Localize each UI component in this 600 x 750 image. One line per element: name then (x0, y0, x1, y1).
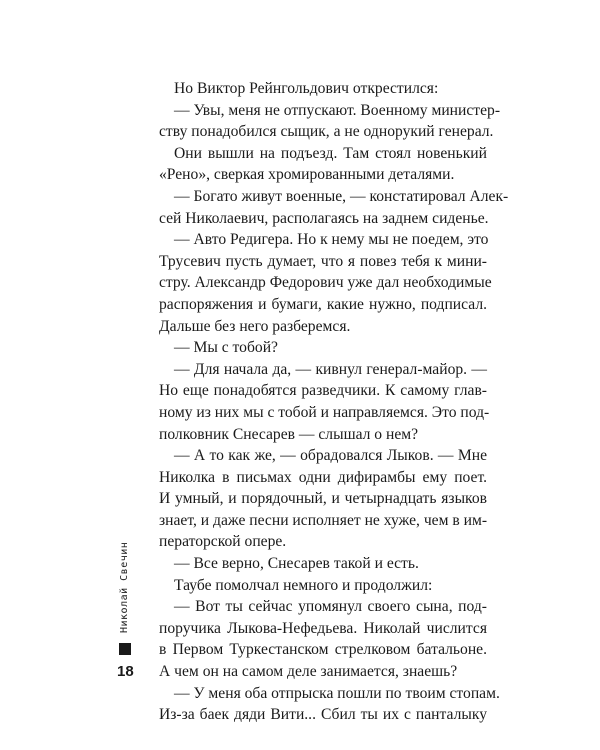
text-line: — Все верно, Снесарев такой и есть. (174, 555, 419, 573)
text-line: стру. Александр Федорович уже дал необходимые (159, 274, 492, 292)
text-line: в Первом Туркестанском стрелковом батальоне. (159, 641, 487, 659)
text-line: Они вышли на подъезд. Там стоял новенький (174, 144, 487, 162)
text-line: — Вот ты сейчас упомянул своего сына, под- (174, 598, 487, 616)
text-line: ству понадобился сыщик, а не однорукий генерал. (159, 123, 494, 141)
side-running-title (118, 535, 132, 660)
text-line: — У меня оба отпрыска пошли по твоим стопам. (174, 684, 500, 702)
text-line: Трусевич пусть думает, что я повез тебя к мини- (159, 252, 487, 270)
text-line: Таубе помолчал немного и продолжил: (174, 576, 433, 594)
text-line: Но Виктор Рейнгольдович открестился: (174, 80, 439, 97)
text-line: Но еще понадобятся разведчики. К самому глав- (159, 382, 487, 400)
text-line: — Мы с тобой? (174, 339, 278, 357)
text-line: ператорской опере. (159, 533, 287, 551)
author-name: Николай Свечин (119, 541, 130, 633)
text-line: — Для начала да, — кивнул генерал-майор. — (174, 360, 487, 378)
text-line: знает, и даже песни исполняет не хуже, чем в им- (159, 511, 488, 529)
text-line: поручика Лыкова-Нефедьева. Николай числится (159, 619, 487, 637)
text-line: — Авто Редигера. Но к нему мы не поедем, это (174, 231, 489, 249)
text-line: — Богато живут военные, — констатировал Алек- (174, 187, 509, 205)
text-line: Из-за баек дяди Вити... Сбил ты их с панталыку (159, 706, 487, 724)
text-line: ному из них мы с тобой и направляемся. Это под- (159, 403, 490, 421)
text-line: Николка в письмах одни дифирамбы ему поет. (159, 468, 487, 486)
text-line: И умный, и порядочный, и четырнадцать языков (159, 490, 487, 508)
square-marker-icon (119, 643, 131, 655)
text-line: «Рено», сверкая хромированными деталями. (159, 166, 455, 184)
text-line: — А то как же, — обрадовался Лыков. — Мне (174, 447, 487, 465)
text-line: А чем он на самом деле занимается, знаешь? (159, 663, 458, 681)
text-line: сей Николаевич, располагаясь на заднем сиденье. (159, 209, 489, 227)
page-number: 18 (117, 663, 134, 680)
text-line: распоряжения и бумаги, какие нужно, подписал. (159, 295, 487, 313)
book-text (159, 78, 509, 726)
text-line: — Увы, меня не отпускают. Военному министер- (174, 101, 501, 119)
text-line: Дальше без него разберемся. (159, 317, 351, 335)
text-line: полковник Снесарев — слышал о нем? (159, 425, 419, 443)
